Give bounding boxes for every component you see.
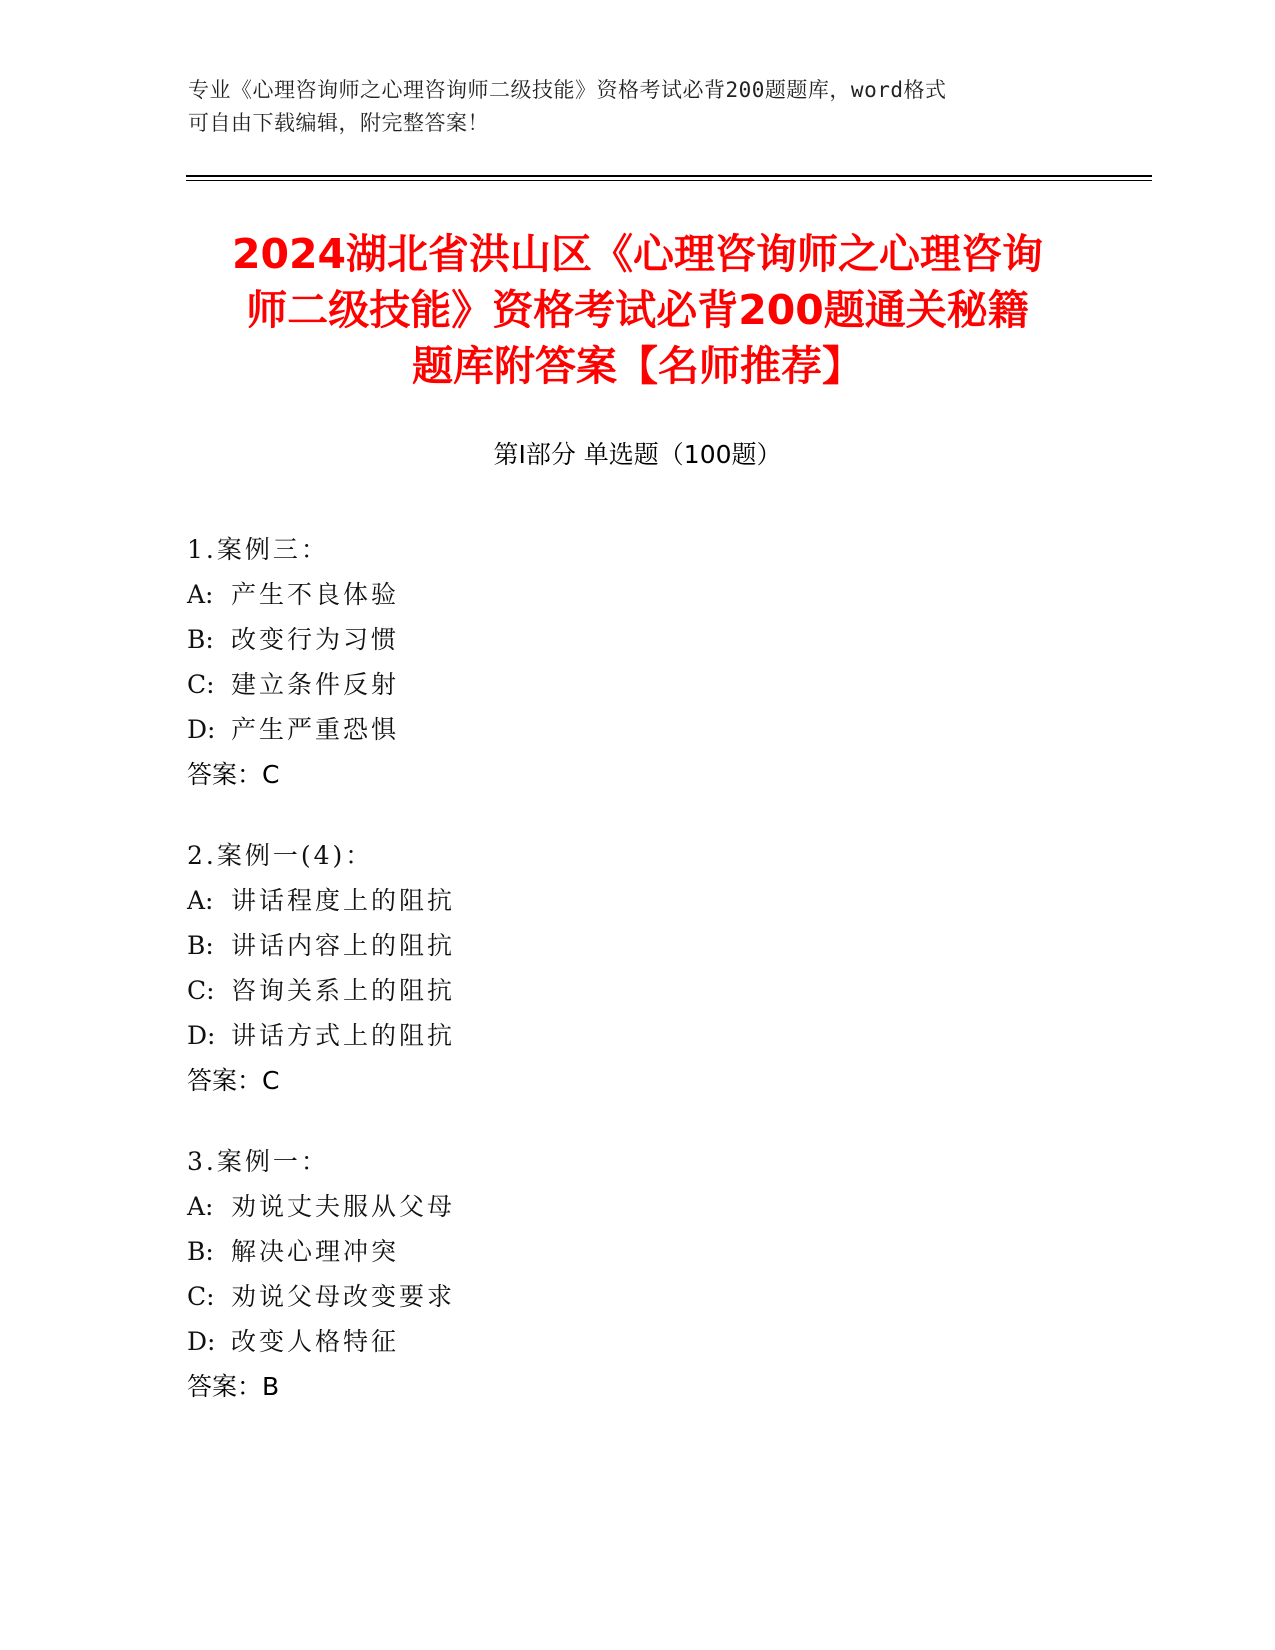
document-title-line-2: 师二级技能》资格考试必背200题通关秘籍 xyxy=(246,286,1029,334)
header-divider-thin xyxy=(186,180,1152,181)
option-text: 劝说丈夫服从父母 xyxy=(231,1192,456,1221)
option-key: D: xyxy=(187,1021,216,1050)
header-note-line-2: 可自由下载编辑，附完整答案！ xyxy=(188,111,489,135)
document-title xyxy=(150,226,1125,394)
answer: 答案：C xyxy=(187,760,280,789)
option-a xyxy=(187,572,1087,617)
question-stem: 3.案例一： xyxy=(187,1147,329,1176)
option-key: B: xyxy=(187,1237,214,1266)
option-key: B: xyxy=(187,931,214,960)
option-a xyxy=(187,878,1087,923)
option-key: B: xyxy=(187,625,214,654)
document-title-line-3: 题库附答案【名师推荐】 xyxy=(412,342,863,390)
option-a xyxy=(187,1184,1087,1229)
question-stem: 1.案例三： xyxy=(187,535,329,564)
option-key: D: xyxy=(187,715,216,744)
option-b xyxy=(187,1229,1087,1274)
answer: 答案：C xyxy=(187,1066,280,1095)
header-note xyxy=(188,74,1088,140)
option-key: A: xyxy=(187,886,214,915)
section-title: 第Ⅰ部分 单选题（100题） xyxy=(493,440,782,469)
option-key: C: xyxy=(187,670,215,699)
option-key: A: xyxy=(187,1192,214,1221)
option-text: 讲话内容上的阻抗 xyxy=(231,931,456,960)
document-title-line-1: 2024湖北省洪山区《心理咨询师之心理咨询 xyxy=(231,230,1044,278)
header-divider-thick xyxy=(186,175,1152,177)
option-key: A: xyxy=(187,580,214,609)
option-text: 讲话程度上的阻抗 xyxy=(231,886,456,915)
option-key: C: xyxy=(187,976,215,1005)
answer: 答案：B xyxy=(187,1372,280,1401)
option-d xyxy=(187,1319,1087,1364)
option-text: 建立条件反射 xyxy=(231,670,400,699)
option-b xyxy=(187,617,1087,662)
option-text: 讲话方式上的阻抗 xyxy=(231,1021,456,1050)
option-d xyxy=(187,707,1087,752)
option-text: 解决心理冲突 xyxy=(231,1237,400,1266)
option-c xyxy=(187,662,1087,707)
option-text: 咨询关系上的阻抗 xyxy=(231,976,456,1005)
option-b xyxy=(187,923,1087,968)
question-2 xyxy=(187,833,1087,1103)
option-key: D: xyxy=(187,1327,216,1356)
option-text: 产生不良体验 xyxy=(231,580,400,609)
option-c xyxy=(187,1274,1087,1319)
option-text: 改变行为习惯 xyxy=(231,625,400,654)
question-list xyxy=(187,527,1087,1445)
header-note-line-1: 专业《心理咨询师之心理咨询师二级技能》资格考试必背200题题库，word格式 xyxy=(188,78,947,102)
question-1 xyxy=(187,527,1087,797)
option-c xyxy=(187,968,1087,1013)
question-3 xyxy=(187,1139,1087,1409)
option-key: C: xyxy=(187,1282,215,1311)
option-d xyxy=(187,1013,1087,1058)
option-text: 改变人格特征 xyxy=(231,1327,400,1356)
option-text: 产生严重恐惧 xyxy=(231,715,400,744)
question-stem: 2.案例一(4)： xyxy=(187,841,374,870)
option-text: 劝说父母改变要求 xyxy=(231,1282,456,1311)
